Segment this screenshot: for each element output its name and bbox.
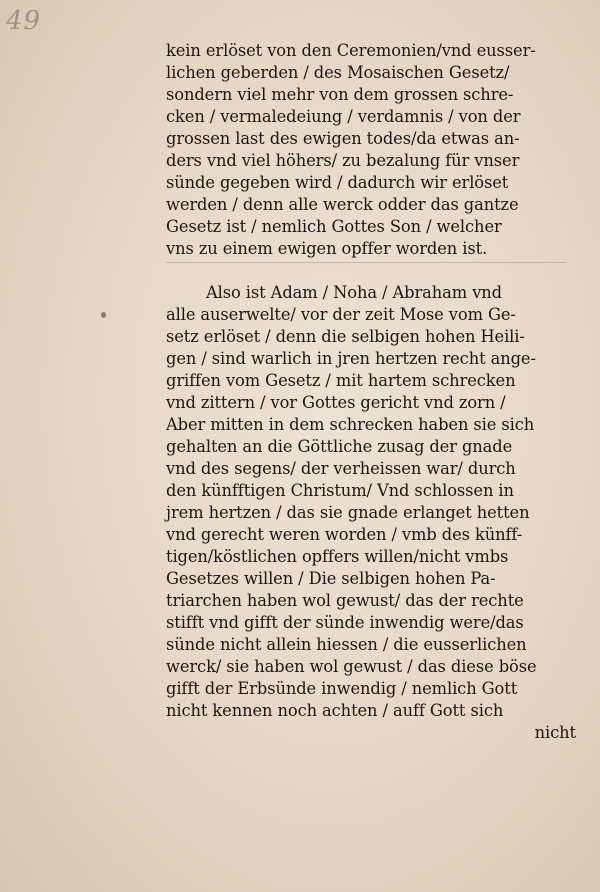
text-line: sünde nicht allein hiessen / die eusserlichen <box>166 635 527 654</box>
text-line: Also ist Adam / Noha / Abraham vnd <box>206 283 502 302</box>
text-line: nicht kennen noch achten / auff Gott sich <box>166 701 504 720</box>
text-line: kein erlöset von den Ceremonien/vnd eusser- <box>166 41 536 60</box>
paragraph-1 <box>166 40 586 260</box>
text-line: gifft der Erbsünde inwendig / nemlich Gott <box>166 679 518 698</box>
text-line: vnd gerecht weren worden / vmb des künff- <box>166 525 523 544</box>
catchword: nicht <box>534 723 576 742</box>
paragraph-gap <box>166 260 586 282</box>
text-line: vns zu einem ewigen opffer worden ist. <box>166 239 488 258</box>
paragraph-2 <box>166 282 586 744</box>
text-line: werden / denn alle werck odder das gantze <box>166 195 519 214</box>
text-line: triarchen haben wol gewust/ das der rechte <box>166 591 524 610</box>
text-line: vnd des segens/ der verheissen war/ durch <box>166 459 516 478</box>
ink-speck <box>101 312 106 318</box>
text-line: lichen geberden / des Mosaischen Gesetz/ <box>166 63 510 82</box>
paragraph-rule <box>166 262 566 263</box>
text-line: Aber mitten in dem schrecken haben sie sich <box>166 415 535 434</box>
text-line: vnd zittern / vor Gottes gericht vnd zorn / <box>166 393 506 412</box>
text-line: sondern viel mehr von dem grossen schre- <box>166 85 514 104</box>
text-line: den künfftigen Christum/ Vnd schlossen in <box>166 481 514 500</box>
text-line: gen / sind warlich in jren hertzen recht ange- <box>166 349 536 368</box>
text-line: cken / vermaledeiung / verdamnis / von der <box>166 107 521 126</box>
text-line: jrem hertzen / das sie gnade erlanget hetten <box>166 503 530 522</box>
text-line: alle auserwelte/ vor der zeit Mose vom Ge- <box>166 305 516 324</box>
text-line: Gesetzes willen / Die selbigen hohen Pa- <box>166 569 496 588</box>
text-line: tigen/köstlichen opffers willen/nicht vmbs <box>166 547 509 566</box>
text-block <box>166 40 586 744</box>
text-line: werck/ sie haben wol gewust / das diese böse <box>166 657 537 676</box>
text-line: grossen last des ewigen todes/da etwas an- <box>166 129 520 148</box>
text-line: sünde gegeben wird / dadurch wir erlöset <box>166 173 509 192</box>
text-line: stifft vnd gifft der sünde inwendig were/das <box>166 613 524 632</box>
text-line: setz erlöset / denn die selbigen hohen Heili- <box>166 327 525 346</box>
page-number: 49 <box>6 6 42 36</box>
text-line: griffen vom Gesetz / mit hartem schrecken <box>166 371 516 390</box>
text-line: gehalten an die Göttliche zusag der gnade <box>166 437 513 456</box>
text-line: ders vnd viel höhers/ zu bezalung für vnser <box>166 151 520 170</box>
text-line: Gesetz ist / nemlich Gottes Son / welcher <box>166 217 502 236</box>
